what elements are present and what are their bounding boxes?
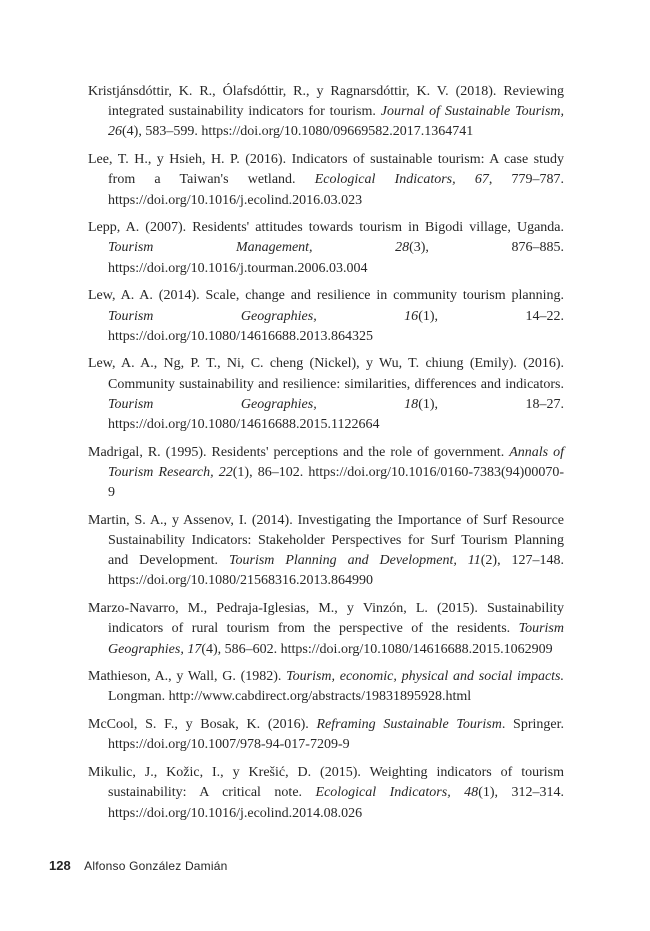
reference-list xyxy=(88,82,564,831)
reference-entry: Mathieson, A., y Wall, G. (1982). Tourism, economic, physical and social impacts. Longman. http://www.cabdirect.org/abstracts/19831895928.html xyxy=(88,669,564,705)
page-footer xyxy=(49,857,228,875)
reference-entry: Mikulic, J., Kožic, I., y Krešić, D. (2015). Weighting indicators of tourism sustainability: A critical note. Ecological Indicators, 48(1), 312–314. https://doi.org/10.1016/j.ecolind.2014.08.026 xyxy=(88,765,564,821)
reference-entry: Martin, S. A., y Assenov, I. (2014). Investigating the Importance of Surf Resource Sustainability Indicators: Stakeholder Perspectives for Surf Tourism Planning and Development. Tourism Planning and Development, 11(2), 127–148. https://doi.org/10.1080/21568316.2013.864990 xyxy=(88,512,565,589)
reference-entry: Lew, A. A. (2014). Scale, change and resilience in community tourism planning. Tourism Geographies, 16(1), 14–22. https://doi.org/10.1080/14616688.2013.864325 xyxy=(88,288,564,344)
reference-entry: Madrigal, R. (1995). Residents' perceptions and the role of government. Annals of Tourism Research, 22(1), 86–102. https://doi.org/10.1016/0160-7383(94)00070-9 xyxy=(88,444,565,501)
reference-entry: Lepp, A. (2007). Residents' attitudes towards tourism in Bigodi village, Uganda. Tourism Management, 28(3), 876–885. https://doi.org/10.1016/j.tourman.2006.03.004 xyxy=(88,220,564,276)
reference-entry: McCool, S. F., y Bosak, K. (2016). Reframing Sustainable Tourism. Springer. https://doi.org/10.1007/978-94-017-7209-9 xyxy=(88,717,564,753)
running-footer-author: Alfonso González Damián xyxy=(84,859,228,873)
reference-entry: Lew, A. A., Ng, P. T., Ni, C. cheng (Nickel), y Wu, T. chiung (Emily). (2016). Community sustainability and resilience: similarities, differences and indicators. Tourism Geographies, 18(1), 18–27. https://doi.org/10.1080/14616688.2015.1122664 xyxy=(88,356,564,433)
reference-entry: Lee, T. H., y Hsieh, H. P. (2016). Indicators of sustainable tourism: A case study from a Taiwan's wetland. Ecological Indicators, 67, 779–787. https://doi.org/10.1016/j.ecolind.2016.03.023 xyxy=(88,152,565,208)
page-number: 128 xyxy=(49,858,71,873)
reference-entry: Kristjánsdóttir, K. R., Ólafsdóttir, R., y Ragnarsdóttir, K. V. (2018). Reviewing integrated sustainability indicators for tourism. Journal of Sustainable Tourism, 26(4), 583–599. https://doi.org/10.1080/09669582.2017.1364741 xyxy=(88,84,564,140)
reference-entry: Marzo-Navarro, M., Pedraja-Iglesias, M., y Vinzón, L. (2015). Sustainability indicators of rural tourism from the perspective of the residents. Tourism Geographies, 17(4), 586–602. https://doi.org/10.1080/14616688.2015.1062909 xyxy=(88,601,564,657)
